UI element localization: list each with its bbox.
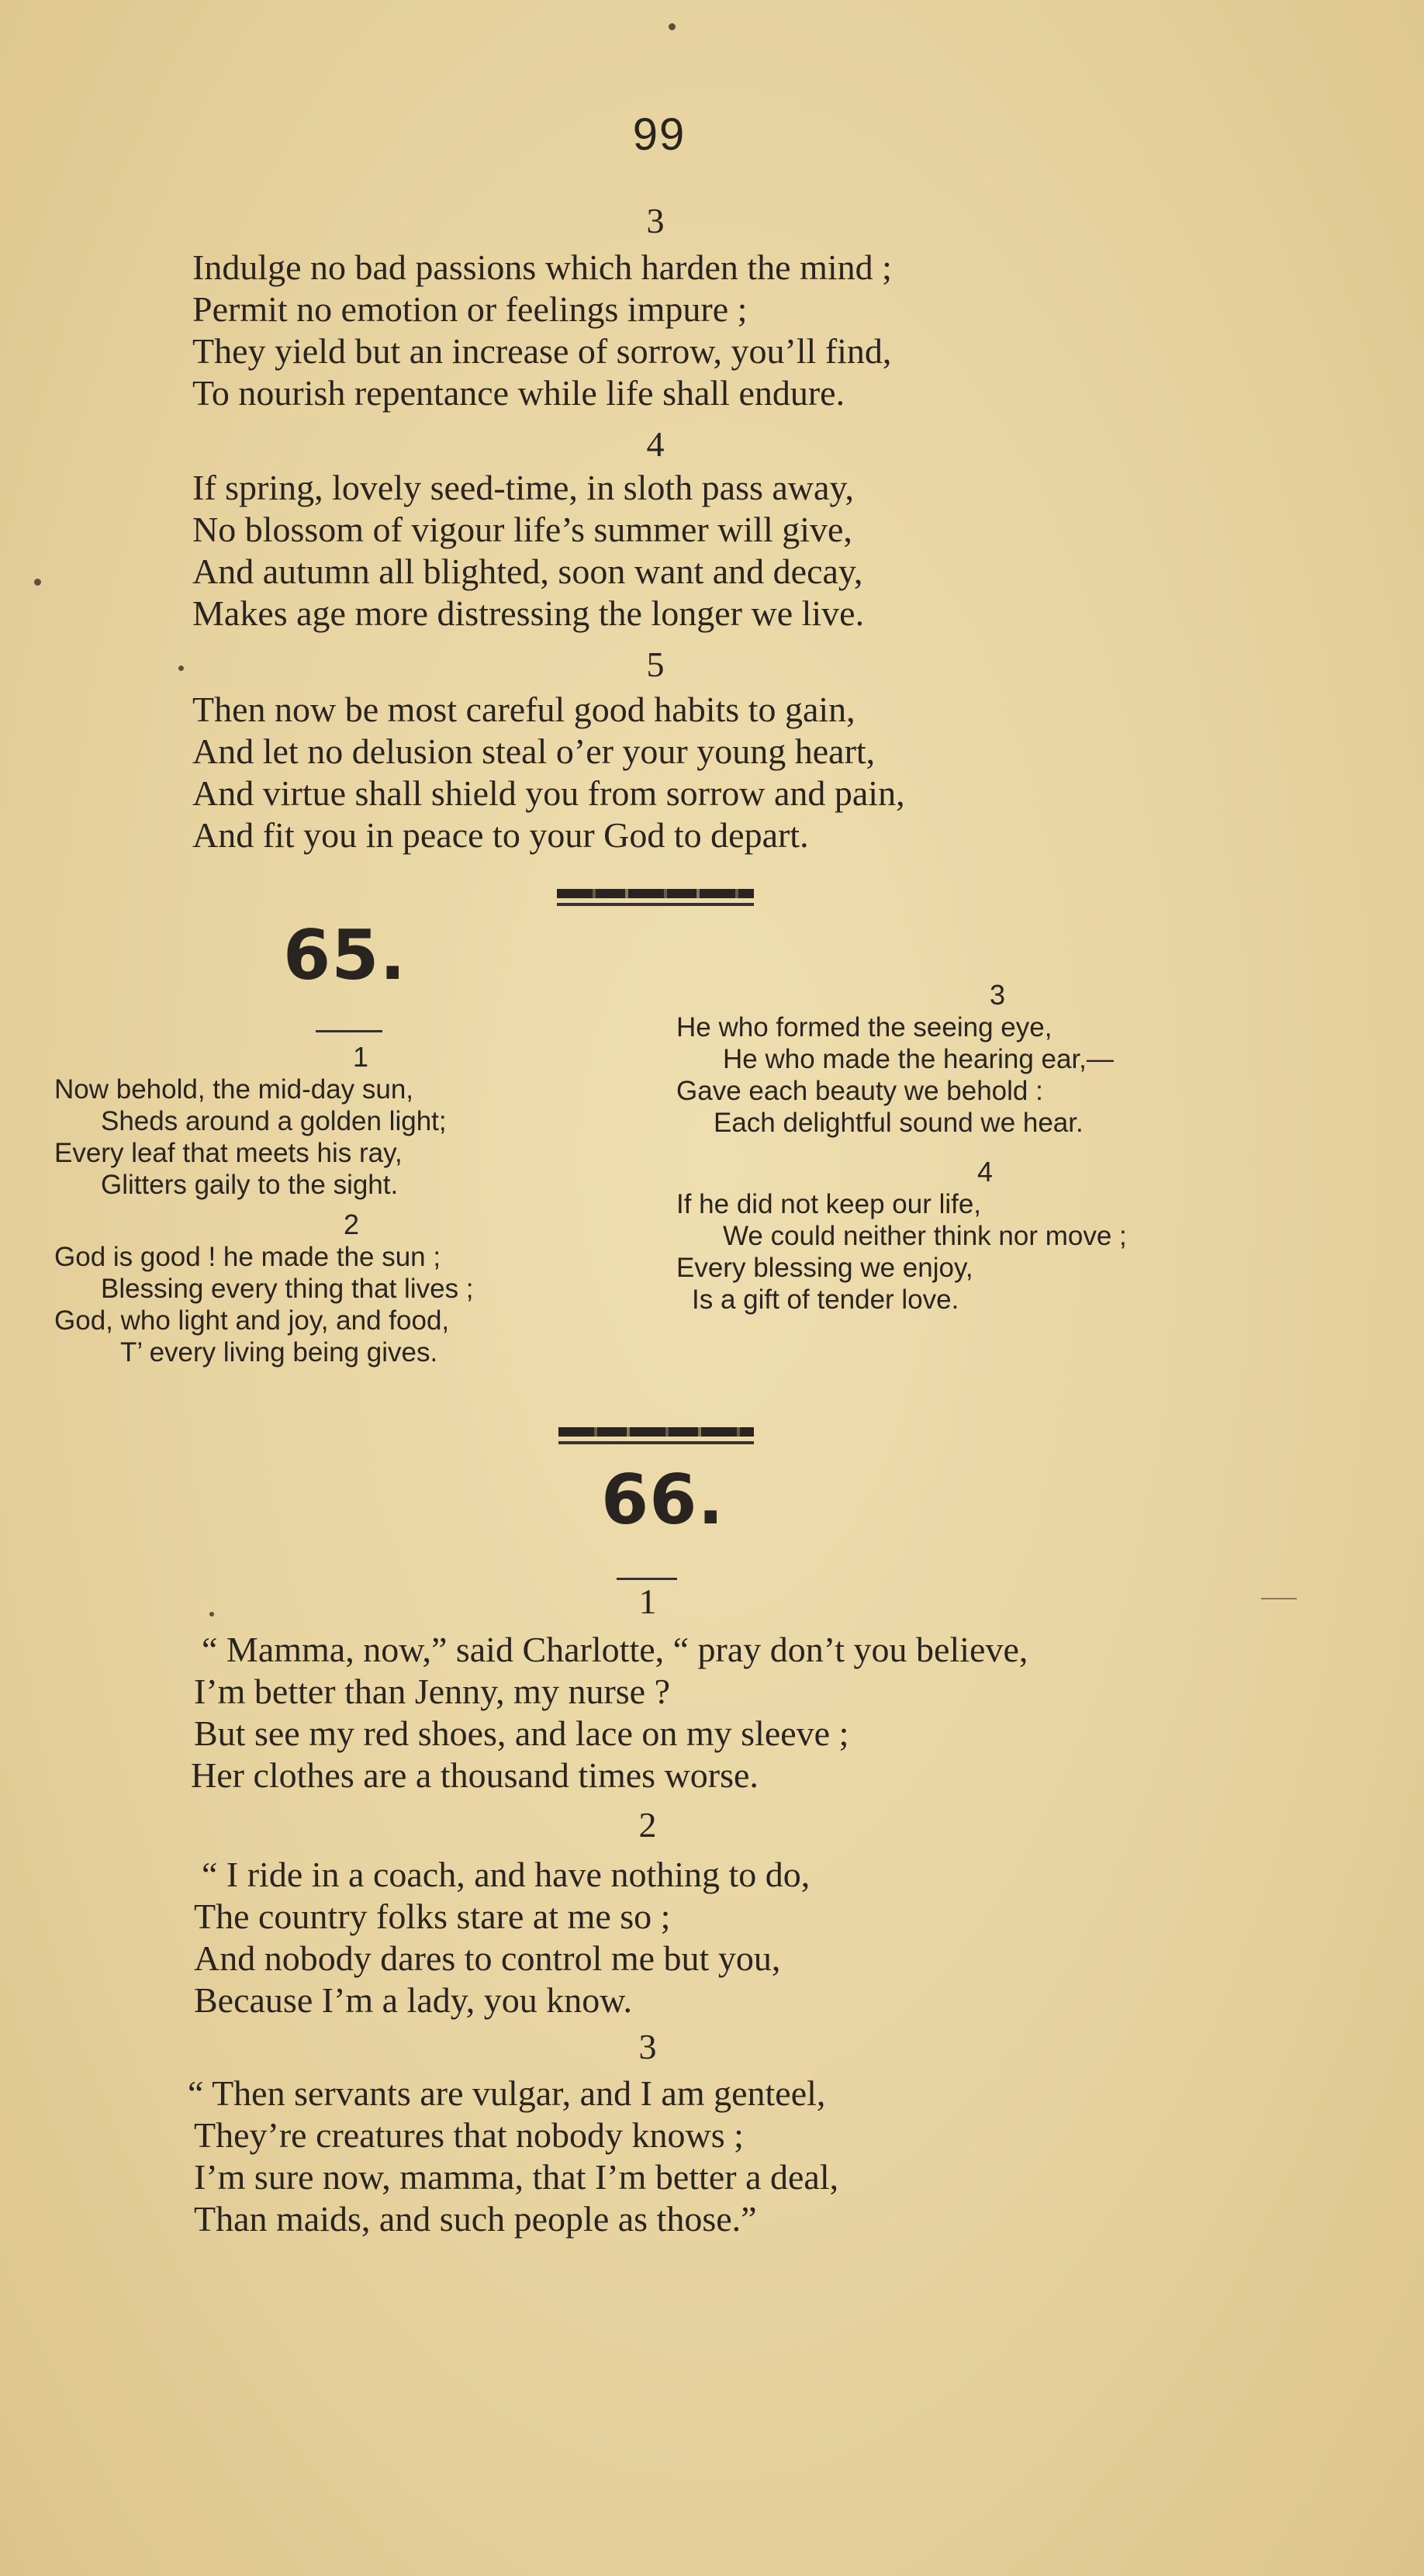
- ink-speck: [178, 666, 184, 671]
- verse-line: To nourish repentance while life shall endure.: [192, 373, 845, 413]
- stanza-number: 2: [343, 1208, 360, 1240]
- verse-line: Then now be most careful good habits to gain,: [192, 690, 855, 729]
- verse-line: And autumn all blighted, soon want and decay,: [192, 552, 863, 591]
- verse-line: Every leaf that meets his ray,: [54, 1138, 403, 1168]
- short-rule: [316, 1030, 382, 1032]
- ornamental-rule: [557, 903, 754, 906]
- verse-line: Indulge no bad passions which harden the mind ;: [192, 247, 892, 287]
- verse-line: If spring, lovely seed-time, in sloth pass away,: [192, 468, 854, 507]
- stanza: [192, 467, 864, 634]
- stanza: [192, 689, 905, 856]
- verse-line: Every blessing we enjoy,: [676, 1253, 973, 1283]
- verse-line: They’re creatures that nobody knows ;: [194, 2115, 744, 2155]
- verse-line: Each delightful sound we hear.: [714, 1108, 1084, 1138]
- verse-line: I’m sure now, mamma, that I’m better a deal,: [194, 2157, 839, 2197]
- stanza: [192, 247, 892, 414]
- verse-line: Her clothes are a thousand times worse.: [191, 1755, 759, 1795]
- stanza-number: 3: [989, 979, 1006, 1011]
- stanza: [186, 2073, 838, 2240]
- ornamental-rule: [557, 889, 754, 898]
- verse-line: Blessing every thing that lives ;: [101, 1274, 474, 1304]
- verse-line: I’m better than Jenny, my nurse ?: [194, 1672, 670, 1711]
- verse-line: Is a gift of tender love.: [692, 1285, 959, 1315]
- verse-line: If he did not keep our life,: [676, 1189, 982, 1219]
- stanza-number: 5: [646, 645, 665, 684]
- stanza: [186, 1629, 1028, 1796]
- verse-line: And virtue shall shield you from sorrow and pain,: [192, 773, 905, 813]
- verse-line: “ Then servants are vulgar, and I am genteel,: [188, 2073, 826, 2113]
- verse-line: Sheds around a golden light;: [101, 1106, 447, 1136]
- verse-line: Permit no emotion or feelings impure ;: [192, 289, 748, 329]
- ornamental-rule: [558, 1427, 754, 1437]
- margin-mark: [1261, 1598, 1297, 1599]
- stanza-number: 1: [638, 1582, 657, 1621]
- verse-line: God is good ! he made the sun ;: [54, 1242, 441, 1272]
- hymn-number: 66.: [601, 1460, 724, 1540]
- verse-line: Gave each beauty we behold :: [676, 1076, 1043, 1106]
- verse-line: T’ every living being gives.: [120, 1337, 438, 1368]
- verse-line: And nobody dares to control me but you,: [194, 1938, 781, 1978]
- hymn-number: 65.: [283, 915, 406, 995]
- verse-line: But see my red shoes, and lace on my sleeve ;: [194, 1713, 849, 1753]
- verse-line: Than maids, and such people as those.”: [194, 2199, 757, 2239]
- stanza: [186, 1854, 810, 2021]
- short-rule: [617, 1578, 677, 1580]
- verse-line: No blossom of vigour life’s summer will give,: [192, 510, 852, 549]
- right-column: [676, 979, 1235, 1316]
- verse-line: Glitters gaily to the sight.: [101, 1170, 399, 1200]
- ink-speck: [209, 1612, 214, 1616]
- verse-line: He who formed the seeing eye,: [676, 1012, 1052, 1043]
- stanza-number: 4: [976, 1156, 994, 1188]
- verse-line: Because I’m a lady, you know.: [194, 1980, 633, 2020]
- page-number: 99: [632, 109, 686, 160]
- verse-line: He who made the hearing ear,—: [723, 1044, 1114, 1074]
- ink-speck: [669, 23, 676, 30]
- stanza-number: 4: [646, 424, 665, 464]
- verse-line: “ Mamma, now,” said Charlotte, “ pray don’t you believe,: [202, 1630, 1028, 1669]
- verse-line: Makes age more distressing the longer we live.: [192, 593, 865, 633]
- verse-line: And fit you in peace to your God to depart.: [192, 815, 809, 855]
- ink-speck: [34, 579, 41, 586]
- verse-line: God, who light and joy, and food,: [54, 1305, 450, 1336]
- verse-line: Now behold, the mid-day sun,: [54, 1074, 414, 1105]
- verse-line: And let no delusion steal o’er your young heart,: [192, 731, 876, 771]
- verse-line: The country folks stare at me so ;: [194, 1897, 671, 1936]
- verse-line: They yield but an increase of sorrow, you’ll find,: [192, 331, 892, 371]
- verse-line: “ I ride in a coach, and have nothing to do,: [202, 1855, 811, 1894]
- stanza-number: 3: [638, 2027, 657, 2066]
- verse-line: We could neither think nor move ;: [723, 1221, 1127, 1251]
- stanza-number: 3: [646, 201, 665, 240]
- ornamental-rule: [558, 1441, 754, 1444]
- stanza-number: 1: [353, 1041, 369, 1073]
- left-column: [54, 1041, 597, 1368]
- stanza-number: 2: [638, 1805, 657, 1845]
